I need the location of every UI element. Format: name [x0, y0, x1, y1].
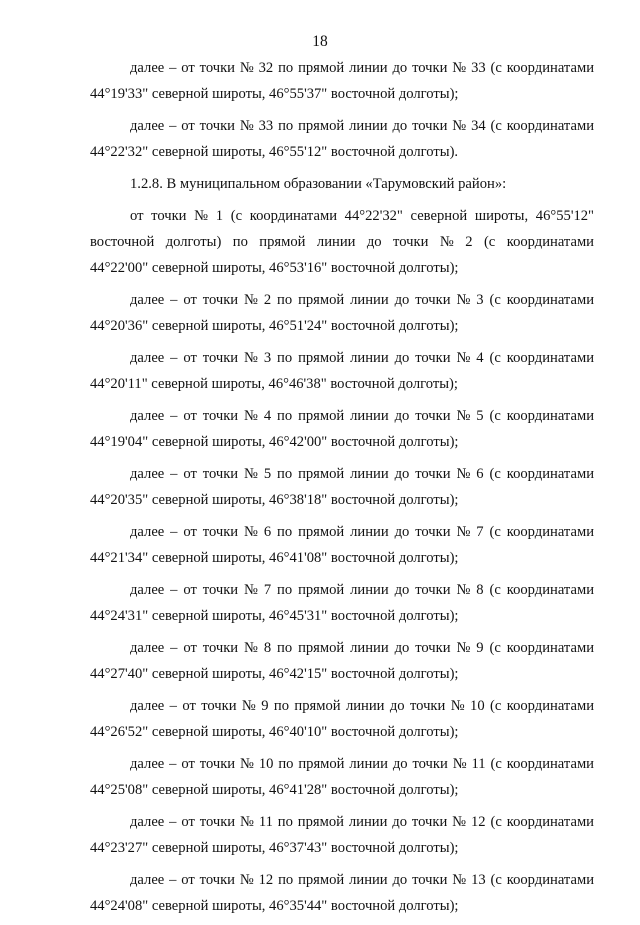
paragraph — [90, 287, 594, 339]
paragraph-line: 44°26'52" северной широты, 46°40'10" восточной долготы); — [90, 724, 459, 740]
paragraph-line: 44°21'34" северной широты, 46°41'08" восточной долготы); — [90, 550, 459, 566]
paragraph-line: далее – от точки № 11 по прямой линии до точки № 12 (с координатами — [130, 814, 594, 830]
paragraph-line: далее – от точки № 6 по прямой линии до точки № 7 (с координатами — [130, 524, 594, 540]
paragraph-line: далее – от точки № 8 по прямой линии до точки № 9 (с координатами — [130, 640, 594, 656]
paragraph-line: далее – от точки № 12 по прямой линии до точки № 13 (с координатами — [130, 872, 594, 888]
paragraph-line: 44°20'35" северной широты, 46°38'18" восточной долготы); — [90, 492, 459, 508]
paragraph-line: от точки № 1 (с координатами 44°22'32" северной широты, 46°55'12" — [130, 208, 594, 224]
paragraph-line: 44°22'00" северной широты, 46°53'16" восточной долготы); — [90, 260, 459, 276]
paragraph-line: далее – от точки № 2 по прямой линии до точки № 3 (с координатами — [130, 292, 594, 308]
paragraph — [90, 461, 594, 513]
document-body — [90, 55, 594, 925]
paragraph-line: далее – от точки № 9 по прямой линии до точки № 10 (с координатами — [130, 698, 594, 714]
paragraph-line: далее – от точки № 7 по прямой линии до точки № 8 (с координатами — [130, 582, 594, 598]
paragraph — [90, 751, 594, 803]
paragraph-line: 1.2.8. В муниципальном образовании «Тарумовский район»: — [130, 176, 507, 192]
paragraph — [90, 171, 594, 197]
paragraph-line: далее – от точки № 33 по прямой линии до точки № 34 (с координатами — [130, 118, 594, 134]
paragraph — [90, 867, 594, 919]
paragraph-line: далее – от точки № 3 по прямой линии до точки № 4 (с координатами — [130, 350, 594, 366]
paragraph-line: 44°24'31" северной широты, 46°45'31" восточной долготы); — [90, 608, 459, 624]
paragraph-line: 44°20'11" северной широты, 46°46'38" восточной долготы); — [90, 376, 458, 392]
paragraph — [90, 809, 594, 861]
paragraph-line: далее – от точки № 4 по прямой линии до точки № 5 (с координатами — [130, 408, 594, 424]
paragraph — [90, 203, 594, 281]
paragraph — [90, 577, 594, 629]
paragraph-line: 44°23'27" северной широты, 46°37'43" восточной долготы); — [90, 840, 459, 856]
paragraph-line: далее – от точки № 10 по прямой линии до точки № 11 (с координатами — [130, 756, 594, 772]
paragraph — [90, 519, 594, 571]
paragraph — [90, 55, 594, 107]
paragraph-line: далее – от точки № 32 по прямой линии до точки № 33 (с координатами — [130, 60, 594, 76]
paragraph — [90, 693, 594, 745]
paragraph-line: 44°25'08" северной широты, 46°41'28" восточной долготы); — [90, 782, 459, 798]
paragraph-line: 44°22'32" северной широты, 46°55'12" восточной долготы). — [90, 144, 459, 160]
paragraph-line: 44°20'36" северной широты, 46°51'24" восточной долготы); — [90, 318, 459, 334]
paragraph-line: далее – от точки № 5 по прямой линии до точки № 6 (с координатами — [130, 466, 594, 482]
paragraph-line: 44°19'33" северной широты, 46°55'37" восточной долготы); — [90, 86, 459, 102]
paragraph-line: 44°24'08" северной широты, 46°35'44" восточной долготы); — [90, 898, 459, 914]
paragraph-line: 44°27'40" северной широты, 46°42'15" восточной долготы); — [90, 666, 459, 682]
paragraph-line: восточной долготы) по прямой линии до точки № 2 (с координатами — [90, 234, 594, 250]
page-number: 18 — [312, 33, 328, 50]
paragraph — [90, 113, 594, 165]
paragraph — [90, 403, 594, 455]
paragraph — [90, 635, 594, 687]
paragraph — [90, 345, 594, 397]
paragraph-line: 44°19'04" северной широты, 46°42'00" восточной долготы); — [90, 434, 459, 450]
